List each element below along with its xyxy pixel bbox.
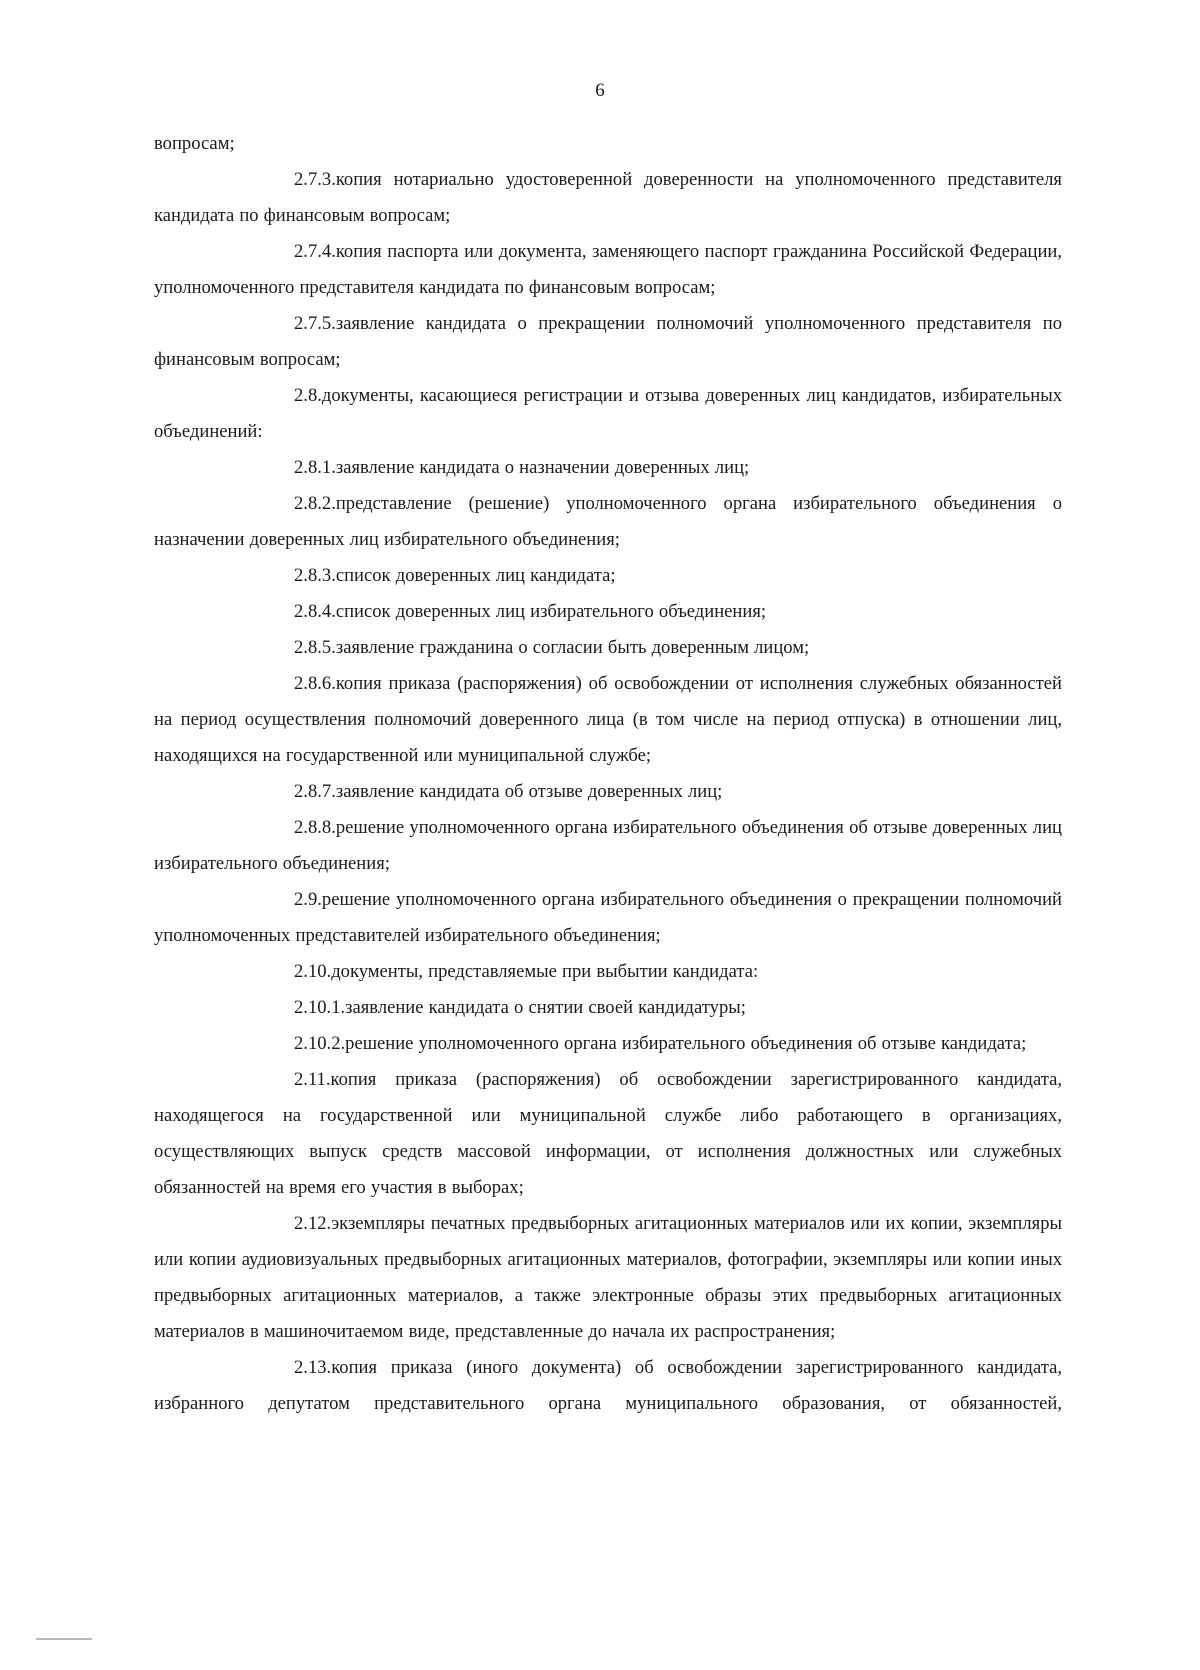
page-number: 6 <box>595 80 605 101</box>
document-body <box>154 126 1062 1422</box>
clause-2-8-7: 2.8.7.заявление кандидата об отзыве доверенных лиц; <box>294 781 723 802</box>
clause-2-8-1: 2.8.1.заявление кандидата о назначении доверенных лиц; <box>294 457 750 478</box>
clause-2-13: 2.13.копия приказа (иного документа) об освобождении зарегистрированного кандидата, избранного депутатом представительного органа муниципального образования, от обязанностей, <box>154 1357 1062 1414</box>
clause-2-7-4: 2.7.4.копия паспорта или документа, заменяющего паспорт гражданина Российской Федерации, уполномоченного представителя кандидата по финансовым вопросам; <box>154 241 1062 298</box>
clause-2-11: 2.11.копия приказа (распоряжения) об освобождении зарегистрированного кандидата, находящегося на государственной или муниципальной службе либо работающего в организациях, осуществляющих выпуск средств массовой информации, от исполнения должностных или служебных обязанностей на время его участия в выборах; <box>154 1069 1062 1198</box>
clause-2-8-6: 2.8.6.копия приказа (распоряжения) об освобождении от исполнения служебных обязанностей на период осуществления полномочий доверенного лица (в том числе на период отпуска) в отношении лиц, находящихся на государственной или муниципальной службе; <box>154 673 1062 766</box>
clause-2-8-5: 2.8.5.заявление гражданина о согласии быть доверенным лицом; <box>294 637 810 658</box>
clause-2-8: 2.8.документы, касающиеся регистрации и отзыва доверенных лиц кандидатов, избирательных объединений: <box>154 385 1062 442</box>
clause-2-8-2: 2.8.2.представление (решение) уполномоченного органа избирательного объединения о назначении доверенных лиц избирательного объединения; <box>154 493 1062 550</box>
clause-2-10-2: 2.10.2.решение уполномоченного органа избирательного объединения об отзыве кандидата; <box>294 1033 1027 1054</box>
clause-2-8-3: 2.8.3.список доверенных лиц кандидата; <box>294 565 616 586</box>
clause-2-10-1: 2.10.1.заявление кандидата о снятии своей кандидатуры; <box>294 997 746 1018</box>
scan-artifact-line <box>36 1638 92 1640</box>
clause-2-10: 2.10.документы, представляемые при выбытии кандидата: <box>294 961 759 982</box>
clause-2-7-3: 2.7.3.копия нотариально удостоверенной доверенности на уполномоченного представителя кандидата по финансовым вопросам; <box>154 169 1062 226</box>
paragraph-continuation: вопросам; <box>154 133 235 154</box>
clause-2-12: 2.12.экземпляры печатных предвыборных агитационных материалов или их копии, экземпляры или копии аудиовизуальных предвыборных агитационных материалов, фотографии, экземпляры или копии иных предвыборных агитационных материалов, а также электронные образы этих предвыборных агитационных материалов в машиночитаемом виде, представленные до начала их распространения; <box>154 1213 1062 1342</box>
clause-2-8-4: 2.8.4.список доверенных лиц избирательного объединения; <box>294 601 767 622</box>
clause-2-7-5: 2.7.5.заявление кандидата о прекращении полномочий уполномоченного представителя по финансовым вопросам; <box>154 313 1062 370</box>
clause-2-9: 2.9.решение уполномоченного органа избирательного объединения о прекращении полномочий уполномоченных представителей избирательного объединения; <box>154 889 1062 946</box>
clause-2-8-8: 2.8.8.решение уполномоченного органа избирательного объединения об отзыве доверенных лиц избирательного объединения; <box>154 817 1062 874</box>
